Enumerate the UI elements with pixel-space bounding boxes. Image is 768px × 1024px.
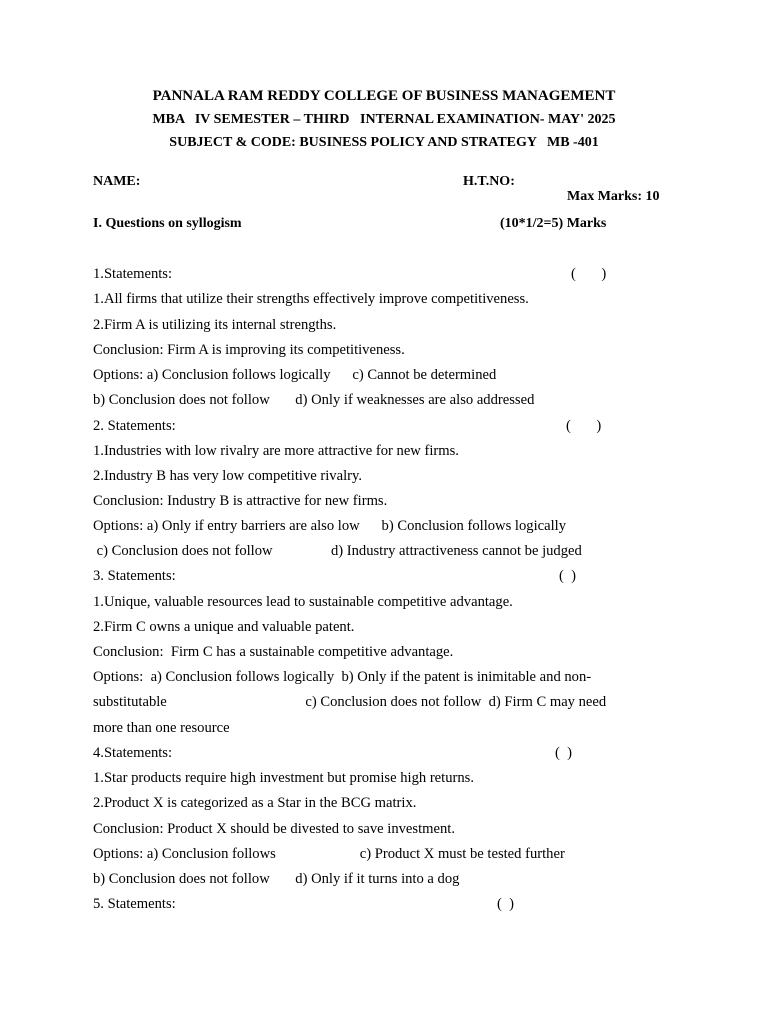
q4-options-2: b) Conclusion does not follow d) Only if it turns into a dog xyxy=(93,871,460,887)
q1-heading: 1.Statements: xyxy=(93,266,173,282)
q4-statement-1: 1.Star products require high investment but promise high returns. xyxy=(93,770,474,786)
q3-heading: 3. Statements: xyxy=(93,568,176,584)
answer-bracket-q3: ( ) xyxy=(559,568,577,584)
q2-conclusion: Conclusion: Industry B is attractive for new firms. xyxy=(93,493,388,509)
section-marks: (10*1/2=5) Marks xyxy=(500,216,607,231)
q1-statement-1: 1.All firms that utilize their strengths effectively improve competitiveness. xyxy=(93,291,529,307)
q4-conclusion: Conclusion: Product X should be divested to save investment. xyxy=(93,821,455,837)
max-marks: Max Marks: 10 xyxy=(567,189,660,204)
section-title: I. Questions on syllogism xyxy=(93,216,242,231)
college-name: PANNALA RAM REDDY COLLEGE OF BUSINESS MANAGEMENT xyxy=(152,88,616,104)
q2-statement-1: 1.Industries with low rivalry are more attractive for new firms. xyxy=(93,443,459,459)
name-label: NAME: xyxy=(93,174,141,189)
q5-heading: 5. Statements: xyxy=(93,896,176,912)
answer-bracket-q1: ( ) xyxy=(571,266,607,282)
q3-options-1: Options: a) Conclusion follows logically b) Only if the patent is inimitable and non- xyxy=(93,669,592,685)
answer-bracket-q5: ( ) xyxy=(497,896,515,912)
q1-statement-2: 2.Firm A is utilizing its internal strengths. xyxy=(93,317,337,333)
htno-label: H.T.NO: xyxy=(463,174,515,189)
q2-heading: 2. Statements: xyxy=(93,418,176,434)
q2-options-1: Options: a) Only if entry barriers are also low b) Conclusion follows logically xyxy=(93,518,566,534)
exam-title: MBA IV SEMESTER – THIRD INTERNAL EXAMINATION- MAY' 2025 xyxy=(152,112,616,127)
q4-options-1: Options: a) Conclusion follows c) Product X must be tested further xyxy=(93,846,565,862)
subject-code: SUBJECT & CODE: BUSINESS POLICY AND STRATEGY MB -401 xyxy=(169,135,599,150)
q3-statement-2: 2.Firm C owns a unique and valuable patent. xyxy=(93,619,355,635)
q1-options-1: Options: a) Conclusion follows logically c) Cannot be determined xyxy=(93,367,497,383)
q3-conclusion: Conclusion: Firm C has a sustainable competitive advantage. xyxy=(93,644,454,660)
q4-statement-2: 2.Product X is categorized as a Star in the BCG matrix. xyxy=(93,795,417,811)
q3-options-2: substitutable c) Conclusion does not follow d) Firm C may need xyxy=(93,694,607,710)
q2-options-2: c) Conclusion does not follow d) Industry attractiveness cannot be judged xyxy=(93,543,582,559)
answer-bracket-q2: ( ) xyxy=(566,418,602,434)
q2-statement-2: 2.Industry B has very low competitive rivalry. xyxy=(93,468,362,484)
answer-bracket-q4: ( ) xyxy=(555,745,573,761)
q1-options-2: b) Conclusion does not follow d) Only if weaknesses are also addressed xyxy=(93,392,535,408)
q3-options-3: more than one resource xyxy=(93,720,230,736)
q1-conclusion: Conclusion: Firm A is improving its competitiveness. xyxy=(93,342,405,358)
q3-statement-1: 1.Unique, valuable resources lead to sustainable competitive advantage. xyxy=(93,594,513,610)
q4-heading: 4.Statements: xyxy=(93,745,173,761)
